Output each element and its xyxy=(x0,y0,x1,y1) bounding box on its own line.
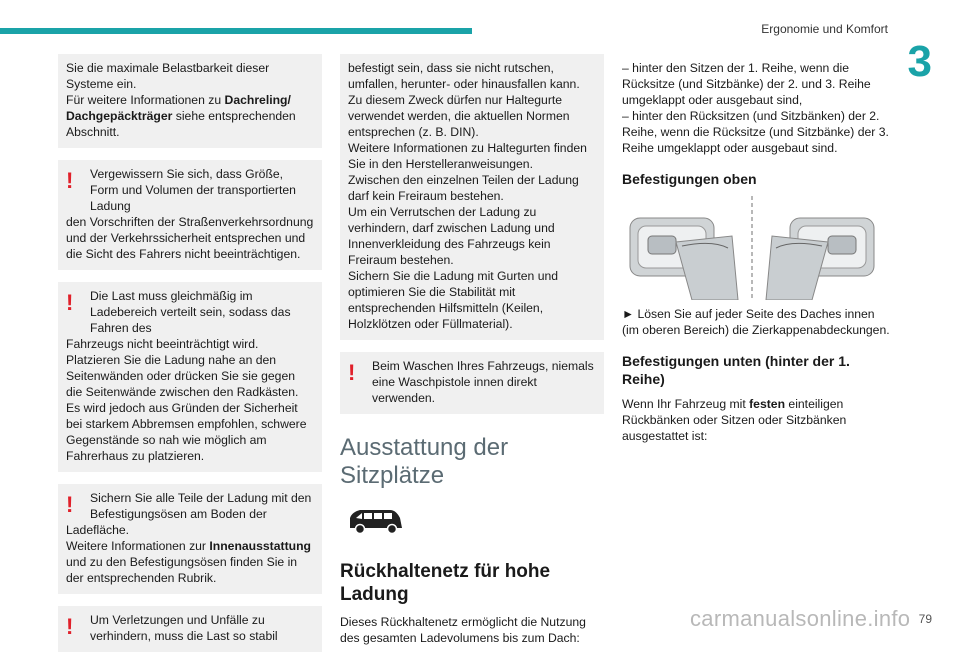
paragraph: befestigt sein, dass sie nicht rutschen, umfallen, herunter- oder hinausfallen kann. Zu diesem Zweck dürfen nur Haltegurte verwendet werden, die aktuellen Normen entsprechen (z. B. DIN). xyxy=(348,61,580,139)
page-number: 79 xyxy=(918,612,932,626)
warning-text: Die Last muss gleichmäßig im Ladebereich verteilt sein, sodass das Fahren des xyxy=(90,289,291,335)
paragraph: Es wird jedoch aus Gründen der Sicherheit bei starkem Abbremsen empfohlen, schwere Gegenstände so nah wie möglich am Fahrerhaus zu platzieren. xyxy=(66,401,307,463)
warning-exclamation-icon: ! xyxy=(66,290,74,315)
watermark: carmanualsonline.info xyxy=(690,606,911,631)
top-accent-bar xyxy=(0,28,472,34)
subsection-heading: Befestigungen unten (hinter der 1. Reihe) xyxy=(622,353,850,387)
paragraph: Sie die maximale Belastbarkeit dieser Systeme ein. xyxy=(66,61,270,91)
column-3 xyxy=(622,60,890,444)
warning-exclamation-icon: ! xyxy=(348,360,356,385)
paragraph: Für weitere Informationen zu Dachreling/ Dachgepäckträger siehe entsprechenden Abschnitt. xyxy=(66,93,296,139)
paragraph: Um ein Verrutschen der Ladung zu verhindern, darf zwischen Ladung und Innenverkleidung des Fahrzeugs kein Freiraum bestehen. xyxy=(348,205,555,267)
warning-box xyxy=(340,352,604,414)
warning-text: Beim Waschen Ihres Fahrzeugs, niemals eine Waschpistole innen direkt verwenden. xyxy=(372,359,594,405)
warning-text: Vergewissern Sie sich, dass Größe, Form und Volumen der transportierten Ladung xyxy=(90,167,296,213)
paragraph: Fahrzeugs nicht beeinträchtigt wird. xyxy=(66,337,259,351)
warning-exclamation-icon: ! xyxy=(66,168,74,193)
warning-box xyxy=(58,606,322,652)
section-heading: Ausstattung der Sitzplätze xyxy=(340,434,509,489)
instruction-step: ► Lösen Sie auf jeder Seite des Daches innen (im oberen Bereich) die Zierkappenabdeckungen. xyxy=(622,307,890,337)
warning-box xyxy=(58,282,322,472)
info-box xyxy=(340,54,604,340)
info-box xyxy=(58,54,322,148)
warning-box xyxy=(58,160,322,270)
paragraph: Wenn Ihr Fahrzeug mit festen einteiligen Rückbänken oder Sitzen oder Sitzbänken ausgestattet ist: xyxy=(622,397,847,443)
subsection-heading: Befestigungen oben xyxy=(622,171,757,187)
warning-box xyxy=(58,484,322,594)
warning-exclamation-icon: ! xyxy=(66,492,74,517)
section-title: Ergonomie und Komfort xyxy=(761,22,888,36)
paragraph: Sichern Sie die Ladung mit Gurten und optimieren Sie die Stabilität mit entsprechenden Hilfsmitteln (Keilen, Holzklötzen oder Füllmaterial). xyxy=(348,269,559,331)
paragraph: Ladefläche. xyxy=(66,523,130,537)
paragraph: Platzieren Sie die Ladung nahe an den Seitenwänden oder drücken Sie sie gegen die Seitenwände zwischen den Radkästen. xyxy=(66,353,299,399)
paragraph: Zwischen den einzelnen Teilen der Ladung darf kein Freiraum bestehen. xyxy=(348,173,579,203)
paragraph: Weitere Informationen zur Innenausstattung und zu den Befestigungsösen finden Sie in der entsprechenden Rubrik. xyxy=(66,539,311,585)
roof-fastening-illustration xyxy=(622,196,882,300)
paragraph: Dieses Rückhaltenetz ermöglicht die Nutzung des gesamten Ladevolumens bis zum Dach: xyxy=(340,615,586,645)
van-icon xyxy=(346,506,604,540)
column-2 xyxy=(340,54,604,646)
column-1 xyxy=(58,54,322,664)
paragraph: den Vorschriften der Straßenverkehrsordnung und der Verkehrssicherheit entsprechen und die Sicht des Fahrers nicht beeinträchtigen. xyxy=(66,215,314,261)
list-item: – hinter den Rücksitzen (und Sitzbänken) der 2. Reihe, wenn die Rücksitze (und Sitzbänke) der 3. Reihe umgeklappt oder ausgebaut sind. xyxy=(622,109,889,155)
subsection-heading: Rückhaltenetz für hohe Ladung xyxy=(340,561,551,605)
paragraph: Weitere Informationen zu Haltegurten finden Sie in den Herstelleranweisungen. xyxy=(348,141,587,171)
chapter-number: 3 xyxy=(907,37,932,86)
warning-text: Um Verletzungen und Unfälle zu verhindern, muss die Last so stabil xyxy=(90,613,278,643)
list-item: – hinter den Sitzen der 1. Reihe, wenn die Rücksitze (und Sitzbänke) der 2. und 3. Reihe umgeklappt oder ausgebaut sind, xyxy=(622,61,871,107)
warning-exclamation-icon: ! xyxy=(66,614,74,639)
warning-text: Sichern Sie alle Teile der Ladung mit den Befestigungsösen am Boden der xyxy=(90,491,312,521)
